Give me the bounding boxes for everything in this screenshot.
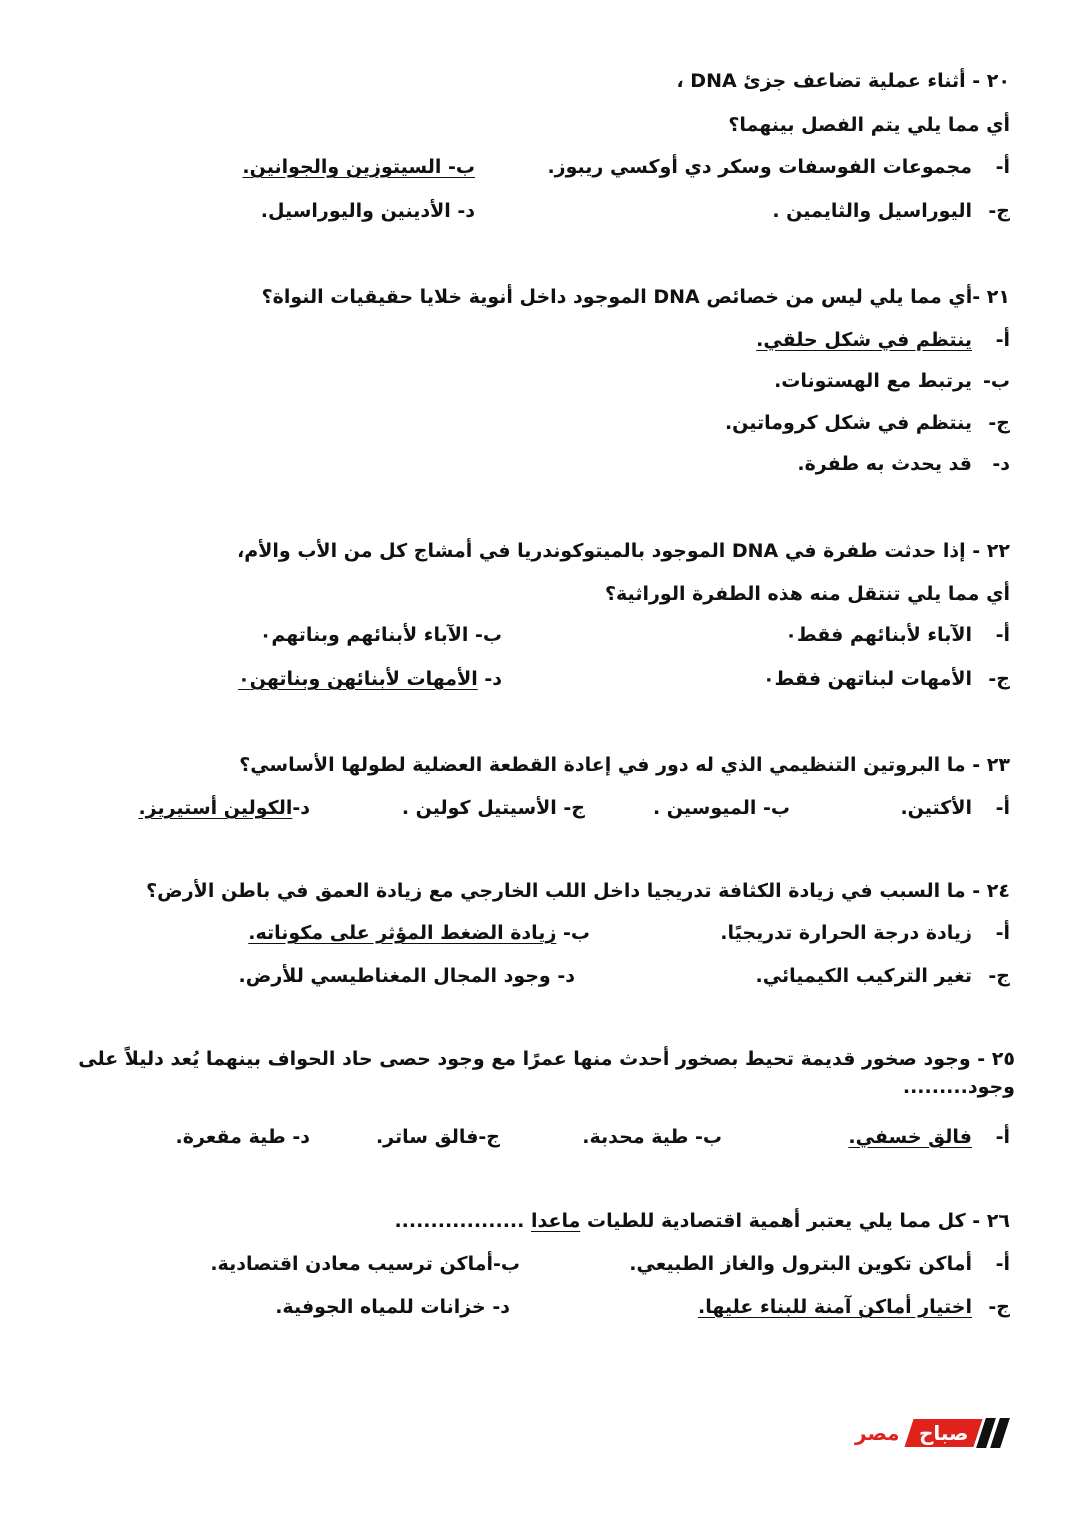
q21-option-a — [756, 325, 1010, 355]
q26-option-c — [698, 1292, 1010, 1322]
q22-sub: أي مما يلي تنتقل منه هذه الطفرة الوراثية؟ — [605, 583, 1010, 605]
q21-option-b — [774, 366, 1010, 396]
q20-option-b: ب- السيتوزين والجوانين. — [242, 156, 475, 178]
q23-d-text: الكولين أستيريز. — [138, 797, 293, 819]
q20-c-letter: ج- — [988, 200, 1010, 222]
q25-stem: ٢٥ - وجود صخور قديمة تحيط بصخور أحدث منها عمرًا مع وجود حصى حاد الحواف بينهما يُعد دليلاً على وجود......... — [78, 1048, 1015, 1098]
q22-a-text: الآباء لأبنائهم فقط٠ — [785, 624, 972, 646]
q26-stem-except: ماعدا — [530, 1210, 581, 1232]
q25-a-text: فالق خسفي. — [848, 1126, 972, 1148]
q22-option-a — [785, 620, 1010, 650]
q22-c-text: الأمهات لبناتهن فقط٠ — [762, 668, 972, 690]
q24-a-letter: أ- — [995, 922, 1010, 944]
q24-option-c — [756, 961, 1010, 991]
q21-d-letter: د- — [992, 453, 1010, 475]
q23-option-d — [138, 793, 310, 823]
q23-a-text: الأكتين. — [900, 797, 972, 819]
q23-option-c: ج- الأسيتيل كولين . — [401, 797, 585, 819]
q22-d-text: الأمهات لأبنائهن وبناتهن٠ — [238, 668, 478, 690]
q26-option-d: د- خزانات للمياه الجوفية. — [275, 1296, 510, 1318]
q20-option-d: د- الأدينين واليوراسيل. — [260, 200, 475, 222]
q26-a-text: أماكن تكوين البترول والغاز الطبيعي. — [629, 1253, 972, 1275]
q23-option-b: ب- الميوسين . — [652, 797, 790, 819]
q26-c-letter: ج- — [988, 1296, 1010, 1318]
q26-option-a — [629, 1249, 1010, 1279]
q21-stem: ٢١ -أي مما يلي ليس من خصائص DNA الموجود داخل أنوية خلايا حقيقيات النواة؟ — [261, 286, 1010, 308]
q24-b-text: زيادة الضغط المؤثر على مكوناته. — [248, 922, 557, 944]
q26-option-b: ب-أماكن ترسيب معادن اقتصادية. — [210, 1253, 520, 1275]
q24-option-d: د- وجود المجال المغناطيسي للأرض. — [238, 965, 575, 987]
q21-option-c — [725, 408, 1010, 438]
q20-a-text: مجموعات الفوسفات وسكر دي أوكسي ريبوز. — [547, 156, 972, 178]
q24-stem: ٢٤ - ما السبب في زيادة الكثافة تدريجيا داخل اللب الخارجي مع زيادة العمق في باطن الأرض؟ — [146, 880, 1010, 902]
q20-option-c — [772, 196, 1010, 226]
q20-option-a — [547, 152, 1010, 182]
q21-a-text: ينتظم في شكل حلقي. — [756, 329, 972, 351]
q22-d-letter: د- — [484, 668, 502, 690]
q24-option-a — [720, 918, 1010, 948]
q22-a-letter: أ- — [995, 624, 1010, 646]
q21-option-d — [797, 449, 1010, 479]
q26-a-letter: أ- — [995, 1253, 1010, 1275]
q24-b-letter: ب- — [563, 922, 590, 944]
logo — [855, 1416, 1025, 1450]
q21-b-letter: ب- — [983, 370, 1010, 392]
q20-a-letter: أ- — [995, 156, 1010, 178]
q26-stem — [40, 1206, 1010, 1236]
q25-a-letter: أ- — [995, 1126, 1010, 1148]
q22-option-d — [238, 664, 502, 694]
q23-option-a — [900, 793, 1010, 823]
q25-option-b: ب- طية محدبة. — [582, 1126, 722, 1148]
q21-d-text: قد يحدث به طفرة. — [797, 453, 972, 475]
logo-main-box — [904, 1419, 983, 1447]
q20-stem: ٢٠ - أثناء عملية تضاعف جزئ DNA ، — [676, 70, 1010, 92]
q24-c-letter: ج- — [988, 965, 1010, 987]
logo-main: صباح — [918, 1421, 968, 1445]
q21-c-letter: ج- — [988, 412, 1010, 434]
q22-stem: ٢٢ - إذا حدثت طفرة في DNA الموجود بالميتوكوندريا في أمشاج كل من الأب والأم، — [237, 540, 1010, 562]
q23-a-letter: أ- — [995, 797, 1010, 819]
q26-stem-dots: .................. — [394, 1210, 525, 1232]
q22-c-letter: ج- — [988, 668, 1010, 690]
q20-sub: أي مما يلي يتم الفصل بينهما؟ — [728, 114, 1010, 136]
logo-sub: مصر — [855, 1421, 900, 1445]
q26-c-text: اختيار أماكن آمنة للبناء عليها. — [698, 1296, 972, 1318]
q22-option-b: ب- الآباء لأبنائهم وبناتهم٠ — [259, 624, 502, 646]
q24-option-b — [248, 918, 590, 948]
q21-b-text: يرتبط مع الهستونات. — [774, 370, 972, 392]
q21-a-letter: أ- — [995, 329, 1010, 351]
q22-option-c — [763, 664, 1010, 694]
q25-option-a — [848, 1122, 1010, 1152]
q25-option-d: د- طية مقعرة. — [175, 1126, 310, 1148]
q20-c-text: اليوراسيل والثايمين . — [772, 200, 972, 222]
q23-stem: ٢٣ - ما البروتين التنظيمي الذي له دور في إعادة القطعة العضلية لطولها الأساسي؟ — [239, 754, 1010, 776]
q24-a-text: زيادة درجة الحرارة تدريجيًا. — [720, 922, 972, 944]
q24-c-text: تغير التركيب الكيميائي. — [755, 965, 972, 987]
q21-c-text: ينتظم في شكل كروماتين. — [724, 412, 972, 434]
q23-d-letter: د- — [292, 797, 310, 819]
q26-stem-text: ٢٦ - كل مما يلي يعتبر أهمية اقتصادية للطيات — [586, 1210, 1010, 1232]
q25-option-c: ج-فالق ساتر. — [375, 1126, 500, 1148]
